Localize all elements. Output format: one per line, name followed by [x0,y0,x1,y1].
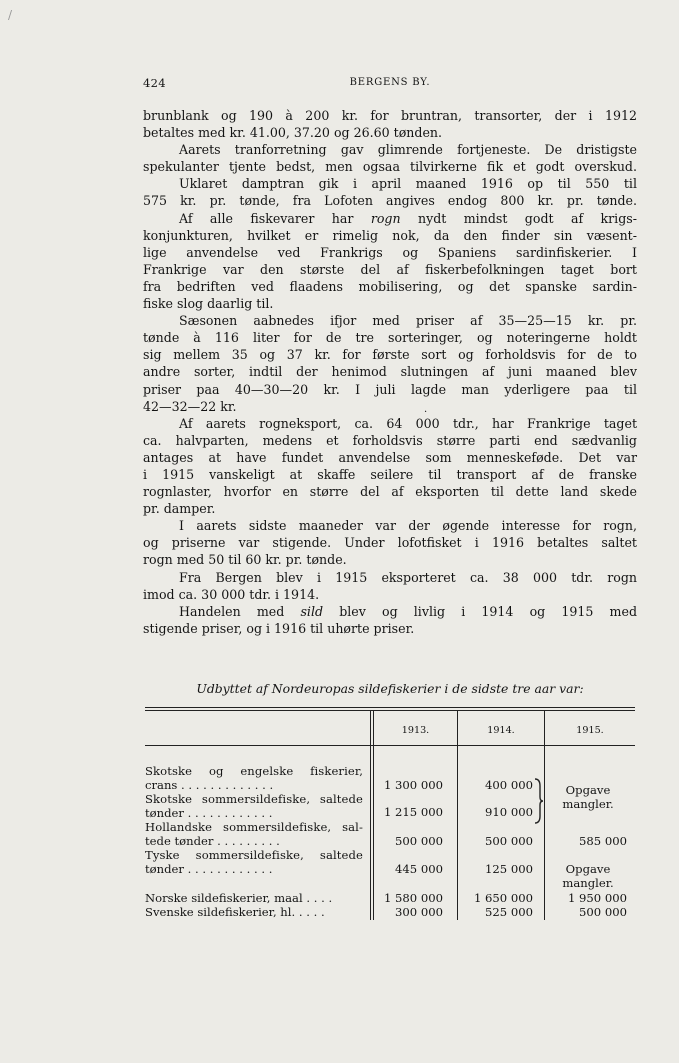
text-line: priser paa 40—30—20 kr. I juli lagde man yderligere paa til [143,381,637,397]
cell-value: 585 000 [579,834,627,848]
text-line: Sæsonen aabnedes ifjor med priser af 35—25—15 kr. pr. [179,313,637,329]
text-line: brunblank og 190 à 200 kr. for bruntran, transorter, der i 1912 [143,108,637,123]
text-line: fra bedriften ved flaadens mobilisering, og det spanske sardin- [143,278,637,294]
table-row-label [145,848,363,876]
running-title: BERGENS BY. [349,77,431,88]
cell-value: 500 000 [579,905,627,919]
column-header-1915: 1915. [576,725,604,736]
text-line: stigende priser, og i 1916 til uhørte priser. [143,620,415,636]
brace-icon [534,778,544,824]
row-label-line: Skotske sommersildefiske, saltede [145,792,363,806]
text-line: Af aarets rogneksport, ca. 64 000 tdr., har Frankrige taget [179,415,637,431]
cell-value: 445 000 [395,862,443,876]
text-line: konjunkturen, hvilket er rimelig nok, da den finder sin væsent- [143,227,637,243]
cell-value: 1 215 000 [383,805,443,819]
paragraph [143,329,637,414]
column-divider [544,711,545,920]
table-rule-top [145,707,635,708]
text-line: antages at have fundet anvendelse som menneskeføde. Det var [143,449,637,465]
paragraph [143,312,637,329]
cell-value: 500 000 [485,834,533,848]
text-run: blev og livlig i 1914 og 1915 med [323,603,638,619]
paragraph [143,141,637,158]
cell-note: Opgave mangler. [562,783,614,811]
scan-mark: / [8,8,13,22]
cell-value: 1 580 000 [383,891,443,905]
text-line: rogn med 50 til 60 kr. pr. tønde. [143,552,347,568]
table-rule-header [145,745,635,746]
paragraph [143,534,637,568]
paragraph [143,603,637,620]
text-line: Uklaret damptran gik i april maaned 1916 op til 550 til [179,176,637,192]
text-line: ca. halvparten, medens et forholdsvis større parti end sædvanlig [143,432,637,448]
row-label-line: tønder . . . . . . . . . . . . [145,806,273,820]
table-row-label [145,764,363,792]
text-line: pr. damper. [143,501,216,517]
cell-value: 500 000 [395,834,443,848]
text-line: I aarets sidste maaneder var der øgende interesse for rogn, [179,518,637,534]
body-text [143,107,637,637]
text-line: Aarets tranforretning gav glimrende fortjeneste. De dristigste [179,142,637,158]
table-row-label [145,792,363,820]
text-line: fiske slog daarlig til. [143,296,274,312]
paragraph [143,586,637,603]
text-line: i 1915 vanskeligt at skaffe seilere til transport af de franske [143,466,637,482]
text-line: Frankrige var den største del af fiskerbefolkningen taget bort [143,261,637,277]
paragraph [143,432,637,517]
row-label-line: crans . . . . . . . . . . . . . [145,778,274,792]
text-line [179,603,637,620]
text-line: spekulanter tjente bedst, men ogsaa tilvirkerne fik et godt overskud. [143,159,637,175]
paragraph [143,415,637,432]
text-line: og priserne var stigende. Under lofotfisket i 1916 betaltes saltet [143,535,637,551]
page-number: 424 [143,76,166,90]
emphasis: sild [300,603,324,619]
text-line: 42—32—22 kr. [143,398,237,414]
row-label-line: Tyske sommersildefiske, saltede [145,848,363,862]
text-line [179,210,637,227]
row-label-line: tede tønder . . . . . . . . . [145,834,280,848]
paragraph [143,175,637,192]
paragraph [143,517,637,534]
cell-value: 300 000 [395,905,443,919]
row-label-line: Norske sildefiskerier, maal . . . . [145,891,333,905]
paragraph [143,192,637,209]
cell-value: 125 000 [485,862,533,876]
text-line: betaltes med kr. 41.00, 37.20 og 26.60 tønden. [143,125,443,141]
paragraph [143,620,637,637]
row-label-line: Skotske og engelske fiskerier, [145,764,363,778]
cell-value: 1 300 000 [383,778,443,792]
cell-value: 525 000 [485,905,533,919]
text-line: andre sorter, indtil der henimod slutningen af juni maaned blev [143,364,637,380]
text-run: nydt mindst godt af krigs- [400,210,637,226]
text-run: Handelen med [179,603,301,619]
table-rule-top [145,710,635,711]
paragraph [143,107,637,141]
ink-speck: . [424,404,428,415]
cell-value: 1 950 000 [567,891,627,905]
cell-note: Opgave mangler. [562,862,614,890]
row-label-line: Hollandske sommersildefiske, sal- [145,820,363,834]
emphasis: rogn [370,210,401,226]
table-row-label [145,891,363,905]
text-line: Fra Bergen blev i 1915 eksporteret ca. 38 000 tdr. rogn [179,569,637,585]
text-line: sig mellem 35 og 37 kr. for første sort og forholdsvis for de to [143,347,637,363]
text-run: Af alle fiskevarer har [179,210,371,226]
paragraph [143,227,637,312]
text-line: rognlaster, hvorfor en større del af eksporten til dette land skede [143,484,637,500]
herring-catch-table [145,707,635,922]
text-line: 575 kr. pr. tønde, fra Lofoten angives endog 800 kr. pr. tønde. [143,193,637,209]
paragraph [143,569,637,586]
column-header-1913: 1913. [401,725,430,736]
row-label-line: tønder . . . . . . . . . . . . [145,862,273,876]
text-line: imod ca. 30 000 tdr. i 1914. [143,586,320,602]
paragraph [143,210,637,227]
cell-value: 400 000 [485,778,533,792]
text-line: lige anvendelse ved Frankrigs og Spaniens sardinfiskerier. I [143,244,637,260]
text-line: tønde à 116 liter for de tre sorteringer, og noteringerne holdt [143,330,637,346]
paragraph [143,158,637,175]
cell-value: 910 000 [485,805,533,819]
column-header-1914: 1914. [487,725,515,736]
table-caption: Udbyttet af Nordeuropas sildefiskerier i de sidste tre aar var: [196,681,584,696]
table-row-label [145,905,363,919]
row-label-line: Svenske sildefiskerier, hl. . . . . [145,905,325,919]
table-row-label [145,820,363,848]
cell-value: 1 650 000 [473,891,533,905]
running-header [143,76,637,92]
